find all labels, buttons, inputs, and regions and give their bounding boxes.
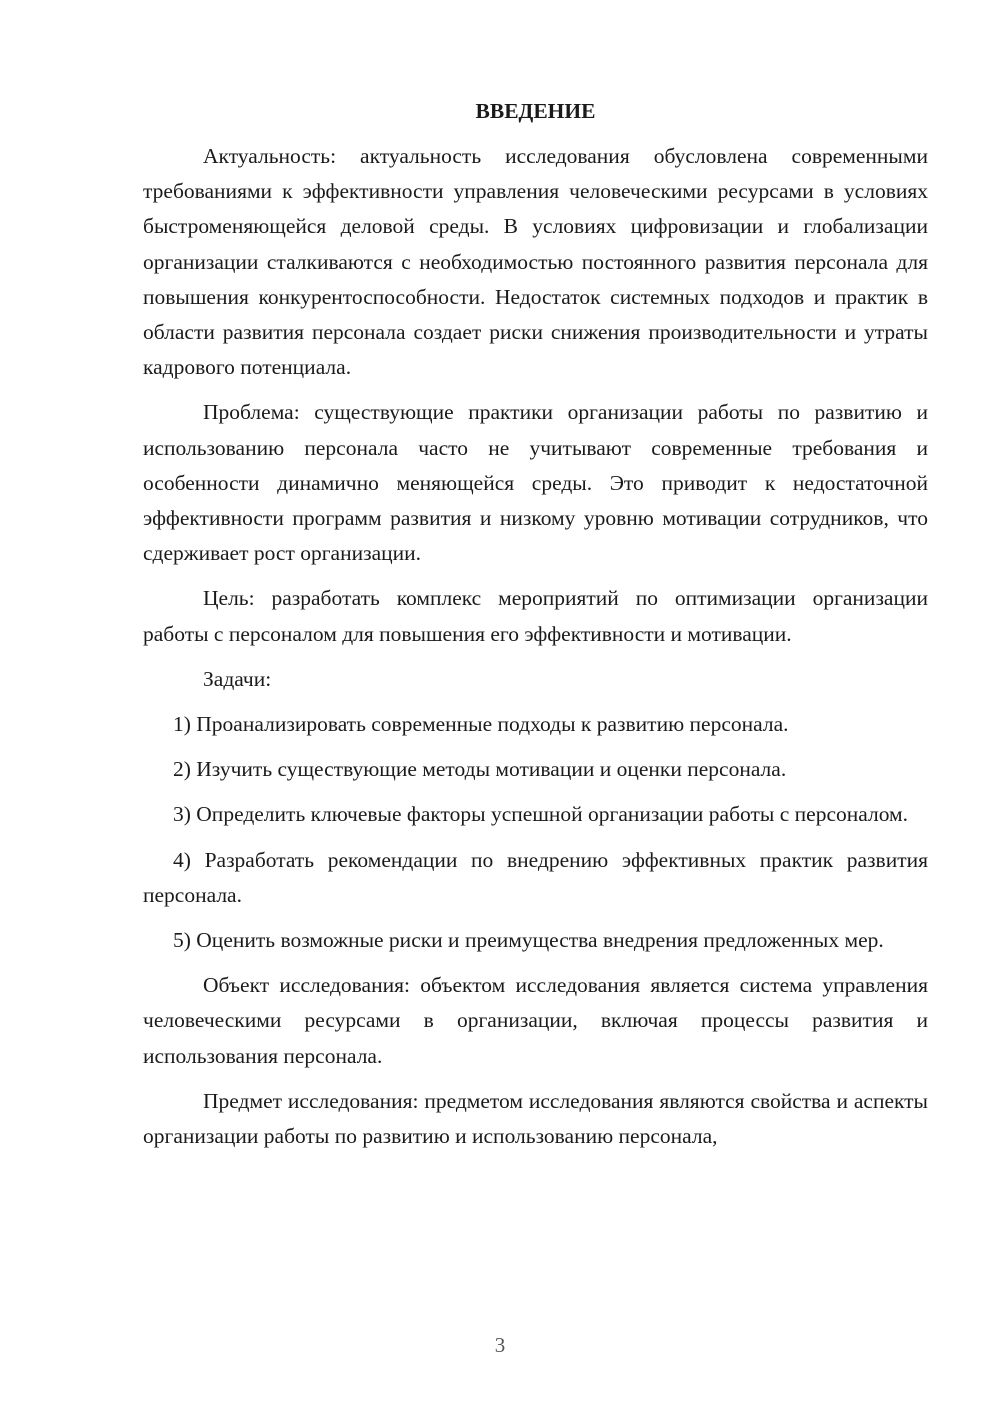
- task-item: 2) Изучить существующие методы мотивации и оценки персонала.: [173, 757, 787, 782]
- task-item: 4) Разработать рекомендации по внедрению эффективных практик развития персонала.: [143, 847, 928, 907]
- task-item: 1) Проанализировать современные подходы к развитию персонала.: [173, 712, 789, 737]
- paragraph-goal: Цель: разработать комплекс мероприятий по оптимизации организации работы с персоналом для повышения его эффективности и мотивации.: [143, 586, 928, 646]
- section-title: ВВЕДЕНИЕ: [475, 99, 596, 123]
- paragraph-subject: Предмет исследования: предметом исследования являются свойства и аспекты организации работы по развитию и использованию персонала,: [143, 1088, 928, 1149]
- page-number: 3: [494, 1333, 506, 1357]
- task-item: 5) Оценить возможные риски и преимущества внедрения предложенных мер.: [173, 928, 884, 953]
- paragraph-problem: Проблема: существующие практики организации работы по развитию и использованию персонала часто не учитывают современные требования и особенности динамично меняющейся среды. Это приводит к недостаточной эффективности программ развития и низкому уровню мотивации сотрудников, что сдерживает рост организации.: [143, 400, 928, 566]
- page-content: [143, 95, 928, 1164]
- paragraph-tasks-heading: Задачи:: [203, 666, 272, 691]
- task-item: 3) Определить ключевые факторы успешной организации работы с персоналом.: [173, 802, 909, 827]
- paragraph-relevance: Актуальность: актуальность исследования обусловлена современными требованиями к эффективности управления человеческими ресурсами в условиях быстроменяющейся деловой среды. В условиях цифровизации и глобализации организации сталкиваются с необходимостью постоянного развития персонала для повышения конкурентоспособности. Недостаток системных подходов и практик в области развития персонала создает риски снижения производительности и утраты кадрового потенциала.: [143, 144, 928, 380]
- paragraph-object: Объект исследования: объектом исследования является система управления человеческими ресурсами в организации, включая процессы развития и использования персонала.: [143, 973, 928, 1068]
